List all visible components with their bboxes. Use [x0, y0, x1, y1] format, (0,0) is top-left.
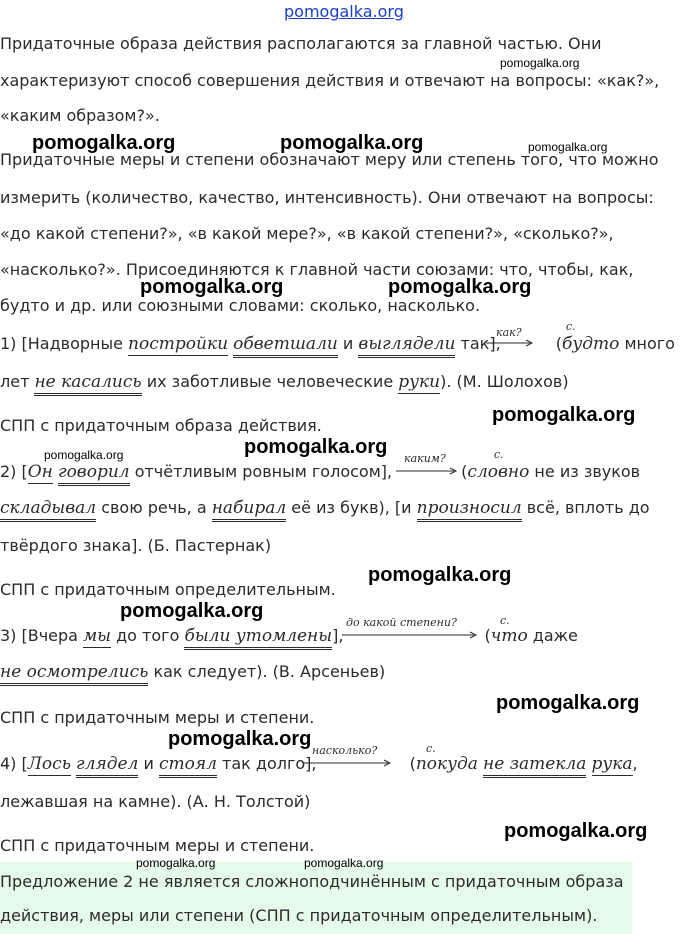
text-fragment: 2) [: [0, 462, 28, 481]
text-fragment: всё, вплоть до: [521, 498, 650, 517]
example-4-line-2: лежавшая на камне). (А. Н. Толстой): [0, 792, 311, 811]
predicate: набирал: [212, 498, 287, 522]
question-label: каким?: [404, 452, 446, 465]
intro-line: «каким образом?».: [0, 106, 160, 125]
subject: постройки: [128, 334, 229, 354]
watermark: pomogalka.org: [32, 132, 176, 154]
example-1-line-2: [0, 372, 569, 392]
watermark: pomogalka.org: [492, 404, 636, 426]
intro-line: будто и др. или союзными словами: сколько, насколько.: [0, 296, 481, 315]
predicate: глядел: [76, 754, 138, 778]
intro-line: Придаточные меры и степени обозначают меру или степень того, что можно: [0, 150, 659, 169]
watermark: pomogalka.org: [368, 564, 512, 586]
intro-line: «насколько?». Присоединяются к главной части союзами: что, чтобы, как,: [0, 260, 634, 279]
top-watermark-link[interactable]: pomogalka.org: [284, 2, 404, 21]
example-4-result: СПП с придаточным меры и степени.: [0, 836, 315, 855]
intro-line: «до какой степени?», «в какой мере?», «в какой степени?», «сколько?»,: [0, 224, 614, 243]
arrow-icon: [396, 466, 458, 476]
watermark: pomogalka.org: [244, 436, 388, 458]
watermark: pomogalka.org: [496, 692, 640, 714]
watermark: pomogalka.org: [120, 600, 264, 622]
conclusion-line: действия, меры или степени (СПП с придаточным определительным).: [0, 906, 598, 925]
conjunction: словно: [467, 462, 530, 482]
question-label: как?: [496, 326, 522, 339]
intro-line: Придаточные образа действия располагаются за главной частью. Они: [0, 34, 602, 53]
text-fragment: их заботливые человеческие: [141, 372, 399, 391]
conjunction-mark: с.: [426, 742, 436, 755]
conjunction: что: [490, 626, 528, 646]
text-fragment: её из букв), [и: [286, 498, 417, 517]
text-fragment: до того: [111, 626, 185, 645]
intro-line: характеризуют способ совершения действия и отвечают на вопросы: «как?»,: [0, 71, 660, 90]
text-fragment: не из звуков: [529, 462, 641, 481]
subject: мы: [83, 626, 112, 646]
conjunction-mark: с.: [566, 320, 576, 333]
subject: рука: [591, 754, 633, 774]
watermark: pomogalka.org: [388, 276, 532, 298]
example-2-line-3: твёрдого знака]. (Б. Пастернак): [0, 536, 272, 555]
text-fragment: ],: [332, 626, 344, 645]
watermark: pomogalka.org: [136, 856, 216, 870]
watermark: pomogalka.org: [528, 140, 608, 154]
question-label: до какой степени?: [346, 616, 457, 629]
example-3-result: СПП с придаточным меры и степени.: [0, 708, 315, 727]
conjunction: будто: [561, 334, 620, 354]
predicate: говорил: [58, 462, 130, 486]
text-fragment: ,: [632, 754, 638, 773]
predicate: не касались: [34, 372, 141, 396]
text-fragment: так долго],: [216, 754, 317, 773]
subject: руки: [398, 372, 441, 392]
example-2-result: СПП с придаточным определительным.: [0, 580, 336, 599]
watermark: pomogalka.org: [500, 56, 580, 70]
text-fragment: (: [456, 462, 468, 481]
arrow-icon: [304, 758, 392, 768]
arrow-icon: [486, 338, 534, 348]
watermark: pomogalka.org: [280, 132, 424, 154]
conjunction: покуда: [415, 754, 478, 774]
watermark: pomogalka.org: [504, 820, 648, 842]
conjunction-mark: с.: [494, 448, 504, 461]
predicate: обветшали: [233, 334, 338, 358]
subject: Лось: [27, 754, 71, 774]
text-fragment: ). (М. Шолохов): [440, 372, 569, 391]
text-fragment: и: [138, 754, 159, 773]
conclusion-line: Предложение 2 не является сложноподчинённым с придаточным образа: [0, 872, 624, 891]
example-1-result: СПП с придаточным образа действия.: [0, 416, 322, 435]
example-2-line-2: [0, 498, 650, 518]
watermark: pomogalka.org: [140, 276, 284, 298]
arrow-icon: [342, 630, 478, 640]
conjunction-mark: с.: [500, 614, 510, 627]
example-3-line-2: [0, 662, 385, 682]
predicate: выглядели: [358, 334, 455, 358]
text-fragment: даже: [527, 626, 578, 645]
text-fragment: 3) [Вчера: [0, 626, 84, 645]
text-fragment: 4) [: [0, 754, 28, 773]
text-fragment: (: [550, 334, 562, 353]
question-label: насколько?: [312, 744, 378, 757]
watermark: pomogalka.org: [168, 728, 312, 750]
text-fragment: свою речь, а: [96, 498, 212, 517]
watermark: pomogalka.org: [44, 448, 124, 462]
text-fragment: (: [404, 754, 416, 773]
text-fragment: лет: [0, 372, 35, 391]
text-fragment: 1) [Надворные: [0, 334, 129, 353]
subject: Он: [27, 462, 53, 482]
text-fragment: [586, 754, 591, 773]
predicate: не затекла: [483, 754, 586, 778]
example-2-line-1: [0, 462, 640, 482]
text-fragment: как следует). (В. Арсеньев): [148, 662, 386, 681]
text-fragment: отчётливым ровным голосом],: [129, 462, 393, 481]
predicate: были утомлены: [184, 626, 332, 650]
text-fragment: много: [619, 334, 675, 353]
intro-line: измерить (количество, качество, интенсивность). Они отвечают на вопросы:: [0, 188, 654, 207]
example-1-line-1: [0, 334, 675, 354]
predicate: стоял: [159, 754, 217, 778]
predicate: произносил: [417, 498, 522, 522]
text-fragment: (: [479, 626, 491, 645]
predicate: не осмотрелись: [0, 662, 148, 686]
text-fragment: и: [337, 334, 359, 353]
watermark: pomogalka.org: [304, 856, 384, 870]
text-fragment: так],: [455, 334, 501, 353]
predicate: складывал: [0, 498, 96, 522]
example-3-line-1: [0, 626, 578, 646]
